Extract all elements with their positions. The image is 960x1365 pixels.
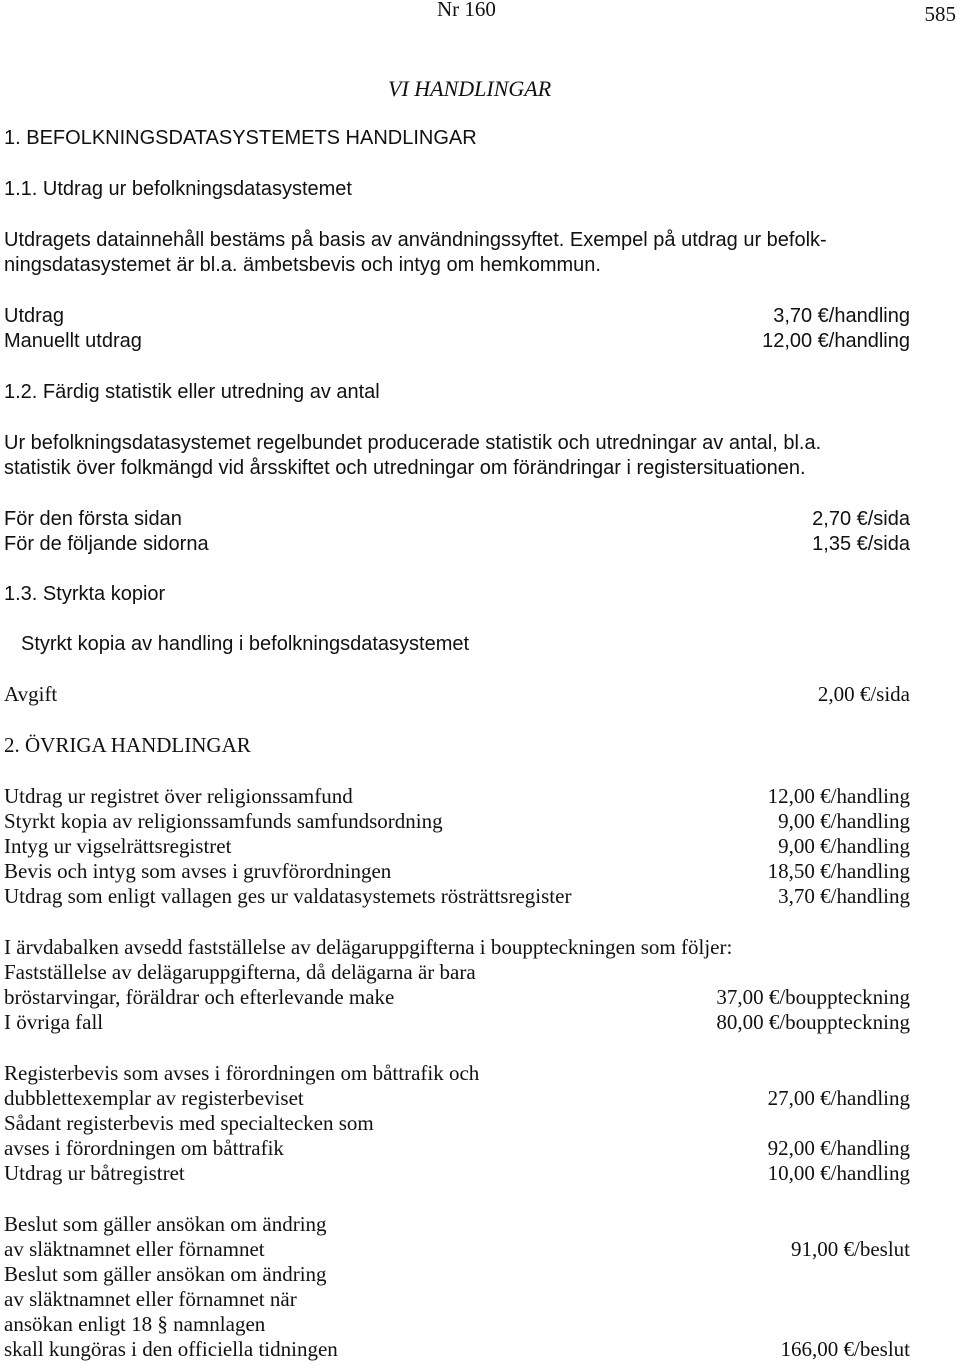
fee-label: Utdrag ur registret över religionssamfund [4, 784, 353, 808]
section-1-2-heading: 1.2. Färdig statistik eller utredning av antal [4, 381, 380, 403]
names-line: ansökan enligt 18 § namnlagen [4, 1312, 266, 1336]
fee-label: av släktnamnet eller förnamnet [4, 1237, 265, 1261]
fee-price: 27,00 €/handling [767, 1086, 910, 1110]
fee-price: 3,70 €/handling [778, 884, 910, 908]
names-line: Beslut som gäller ansökan om ändring [4, 1212, 327, 1236]
fee-label: dubblettexemplar av registerbeviset [4, 1086, 304, 1110]
fee-label: Utdrag som enligt vallagen ges ur valdatasystemets rösträttsregister [4, 884, 572, 908]
section-1-1-heading: 1.1. Utdrag ur befolkningsdatasystemet [4, 178, 352, 200]
section-1-heading: 1. BEFOLKNINGSDATASYSTEMETS HANDLINGAR [4, 127, 477, 149]
page-title: VI HANDLINGAR [388, 76, 552, 101]
fee-row [4, 1010, 910, 1035]
names-line: av släktnamnet eller förnamnet när [4, 1287, 297, 1311]
fee-price: 9,00 €/handling [778, 809, 910, 833]
fee-label: skall kungöras i den officiella tidningen [4, 1337, 338, 1361]
fee-label: För de följande sidorna [4, 533, 209, 555]
fee-label: Utdrag ur båtregistret [4, 1161, 185, 1185]
fee-label: Styrkt kopia av religionssamfunds samfundsordning [4, 809, 443, 833]
fee-row [4, 304, 910, 329]
fee-row [4, 1136, 910, 1161]
fee-row [4, 809, 910, 834]
fee-price: 10,00 €/handling [767, 1161, 910, 1185]
fee-price: 12,00 €/handling [767, 784, 910, 808]
section-1-1-paragraph-line: Utdragets datainnehåll bestäms på basis av användningssyftet. Exempel på utdrag ur befolk- [4, 229, 827, 251]
page-number: 585 [924, 2, 956, 26]
names-line: Beslut som gäller ansökan om ändring [4, 1262, 327, 1286]
inheritance-intro: I ärvdabalken avsedd fastställelse av delägaruppgifterna i bouppteckningen som följer: [4, 935, 733, 959]
fee-label: Utdrag [4, 305, 65, 327]
fee-row [4, 329, 910, 354]
fee-row [4, 859, 910, 884]
fee-row [4, 1086, 910, 1111]
fee-row [4, 985, 910, 1010]
boat-line: Sådant registerbevis med specialtecken som [4, 1111, 374, 1135]
fee-price: 2,70 €/sida [812, 508, 910, 530]
fee-price: 1,35 €/sida [812, 533, 910, 555]
fee-row [4, 532, 910, 557]
fee-label: Manuellt utdrag [4, 330, 142, 352]
fee-row [4, 1237, 910, 1262]
section-1-2-paragraph-line: Ur befolkningsdatasystemet regelbundet producerade statistik och utredningar av antal, bl.a. [4, 432, 822, 454]
fee-price: 92,00 €/handling [767, 1136, 910, 1160]
fee-row [4, 507, 910, 532]
fee-label: För den första sidan [4, 508, 182, 530]
fee-price: 2,00 €/sida [817, 682, 910, 706]
fee-price: 166,00 €/beslut [780, 1337, 910, 1361]
fee-row [4, 884, 910, 909]
fee-price: 9,00 €/handling [778, 834, 910, 858]
fee-label: Avgift [4, 682, 58, 706]
fee-label: I övriga fall [4, 1010, 104, 1034]
fee-row [4, 682, 910, 707]
fee-price: 3,70 €/handling [773, 305, 910, 327]
fee-label: avses i förordningen om båttrafik [4, 1136, 284, 1160]
inheritance-line: Fastställelse av delägaruppgifterna, då delägarna är bara [4, 960, 476, 984]
fee-row [4, 834, 910, 859]
section-2-heading: 2. ÖVRIGA HANDLINGAR [4, 733, 251, 757]
fee-row [4, 1337, 910, 1362]
boat-line: Registerbevis som avses i förordningen om båttrafik och [4, 1061, 480, 1085]
section-1-3-subheading: Styrkt kopia av handling i befolkningsdatasystemet [21, 633, 470, 655]
fee-label: Bevis och intyg som avses i gruvförordningen [4, 859, 392, 883]
section-1-3-heading: 1.3. Styrkta kopior [4, 583, 166, 605]
fee-row [4, 1161, 910, 1186]
issue-number: Nr 160 [437, 0, 496, 21]
section-1-2-paragraph-line: statistik över folkmängd vid årsskiftet och utredningar om förändringar i registersituationen. [4, 457, 806, 479]
section-1-1-paragraph-line: ningsdatasystemet är bl.a. ämbetsbevis och intyg om hemkommun. [4, 254, 601, 276]
fee-price: 91,00 €/beslut [791, 1237, 910, 1261]
fee-label: bröstarvingar, föräldrar och efterlevande make [4, 985, 395, 1009]
fee-price: 18,50 €/handling [767, 859, 910, 883]
fee-price: 37,00 €/bouppteckning [716, 985, 910, 1009]
fee-row [4, 784, 910, 809]
fee-price: 80,00 €/bouppteckning [716, 1010, 910, 1034]
fee-price: 12,00 €/handling [762, 330, 910, 352]
fee-label: Intyg ur vigselrättsregistret [4, 834, 232, 858]
